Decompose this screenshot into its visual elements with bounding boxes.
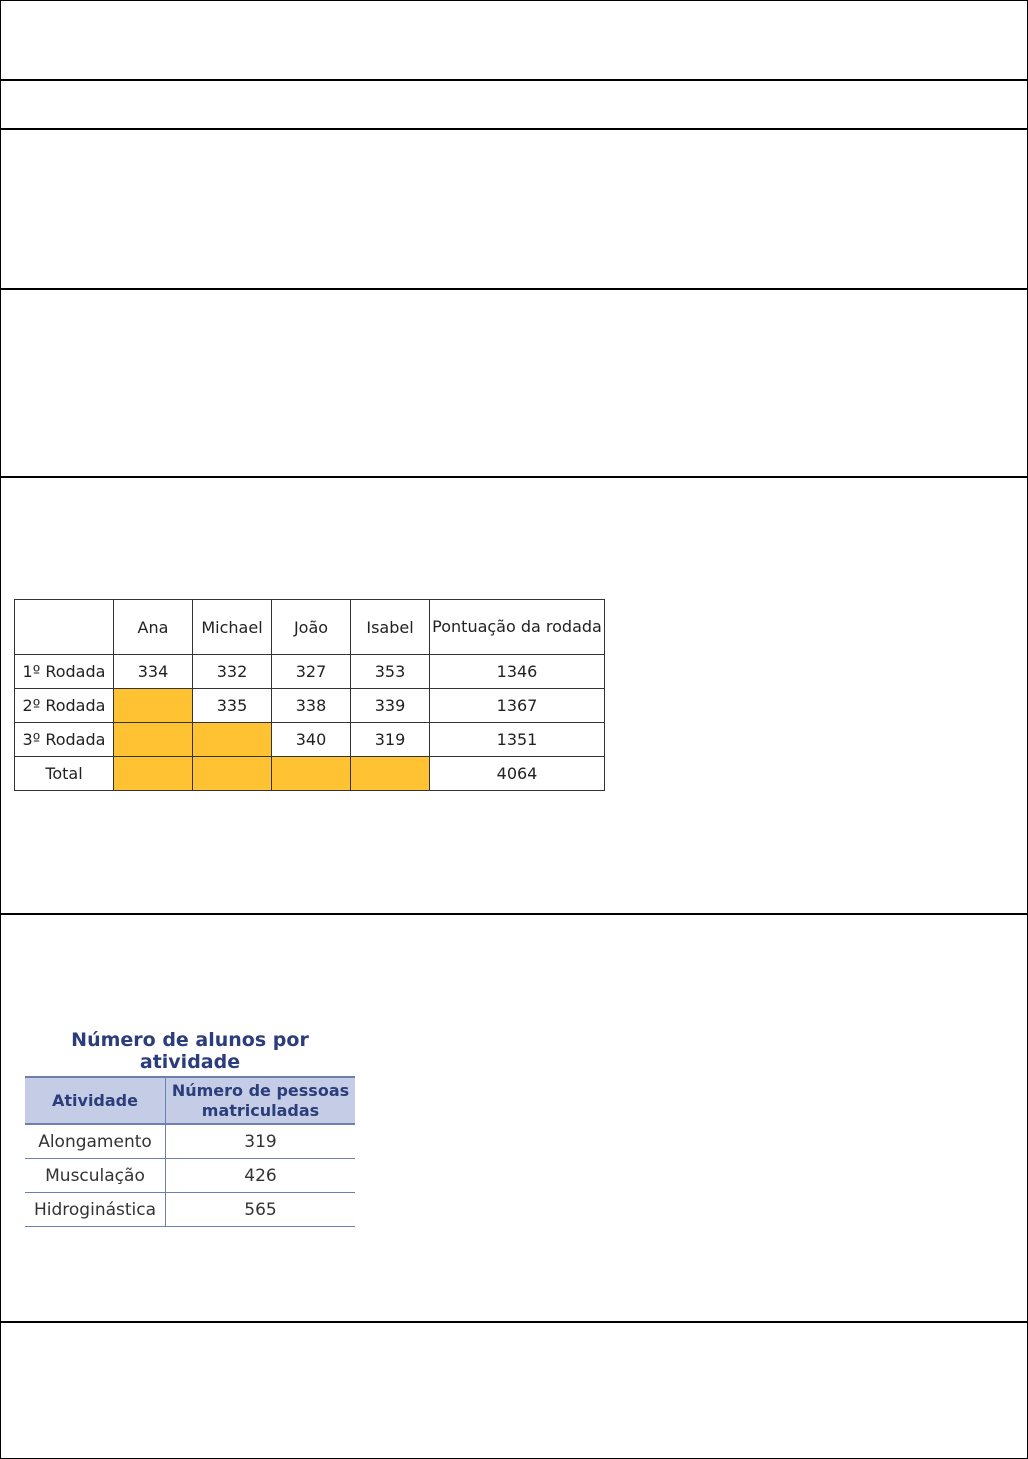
blank-cell-isabel <box>351 757 430 791</box>
question-row-score-table <box>1 478 1027 915</box>
activity-table-block <box>25 1029 355 1227</box>
activity-title-line-2: atividade <box>139 1051 241 1073</box>
activity-title-line-1: Número de alunos por <box>71 1029 309 1051</box>
cell-michael: 332 <box>193 655 272 689</box>
blank-cell-joao <box>272 757 351 791</box>
question-row-4 <box>1 290 1027 478</box>
cell-round-total: 1351 <box>430 723 605 757</box>
cell-joao: 340 <box>272 723 351 757</box>
activity-name: Musculação <box>25 1159 166 1193</box>
activity-header: Atividade <box>25 1077 166 1124</box>
cell-grand-total: 4064 <box>430 757 605 791</box>
enrolled-count: 565 <box>166 1193 356 1227</box>
question-row-7 <box>1 1323 1027 1458</box>
question-row-1 <box>1 1 1027 81</box>
cell-round-total: 1367 <box>430 689 605 723</box>
enrolled-header: Número de pessoas matriculadas <box>166 1077 356 1124</box>
activity-name: Alongamento <box>25 1124 166 1159</box>
cell-isabel: 339 <box>351 689 430 723</box>
score-header-michael: Michael <box>193 600 272 655</box>
table-row <box>15 757 605 791</box>
activity-table-title <box>25 1029 355 1073</box>
activity-table-header-row <box>25 1077 355 1124</box>
score-header-joao: João <box>272 600 351 655</box>
round-label: 2º Rodada <box>15 689 114 723</box>
table-row <box>25 1193 355 1227</box>
table-row <box>25 1159 355 1193</box>
blank-cell-ana <box>114 757 193 791</box>
score-header-round-points: Pontuação da rodada <box>430 600 605 655</box>
score-table-header-row <box>15 600 605 655</box>
table-row <box>15 723 605 757</box>
table-row <box>15 689 605 723</box>
enrolled-count: 319 <box>166 1124 356 1159</box>
round-label: Total <box>15 757 114 791</box>
cell-ana: 334 <box>114 655 193 689</box>
table-row <box>25 1124 355 1159</box>
blank-cell-michael <box>193 757 272 791</box>
score-table <box>14 599 605 791</box>
cell-joao: 327 <box>272 655 351 689</box>
score-header-ana: Ana <box>114 600 193 655</box>
enrolled-count: 426 <box>166 1159 356 1193</box>
question-row-activity-table <box>1 915 1027 1323</box>
table-row <box>15 655 605 689</box>
cell-joao: 338 <box>272 689 351 723</box>
round-label: 1º Rodada <box>15 655 114 689</box>
cell-michael: 335 <box>193 689 272 723</box>
round-label: 3º Rodada <box>15 723 114 757</box>
question-row-3 <box>1 130 1027 290</box>
score-header-isabel: Isabel <box>351 600 430 655</box>
question-row-2 <box>1 81 1027 130</box>
activity-table <box>25 1076 355 1227</box>
blank-cell-ana <box>114 689 193 723</box>
blank-cell-ana <box>114 723 193 757</box>
activity-name: Hidroginástica <box>25 1193 166 1227</box>
score-header-empty <box>15 600 114 655</box>
cell-isabel: 353 <box>351 655 430 689</box>
cell-isabel: 319 <box>351 723 430 757</box>
cell-round-total: 1346 <box>430 655 605 689</box>
blank-cell-michael <box>193 723 272 757</box>
